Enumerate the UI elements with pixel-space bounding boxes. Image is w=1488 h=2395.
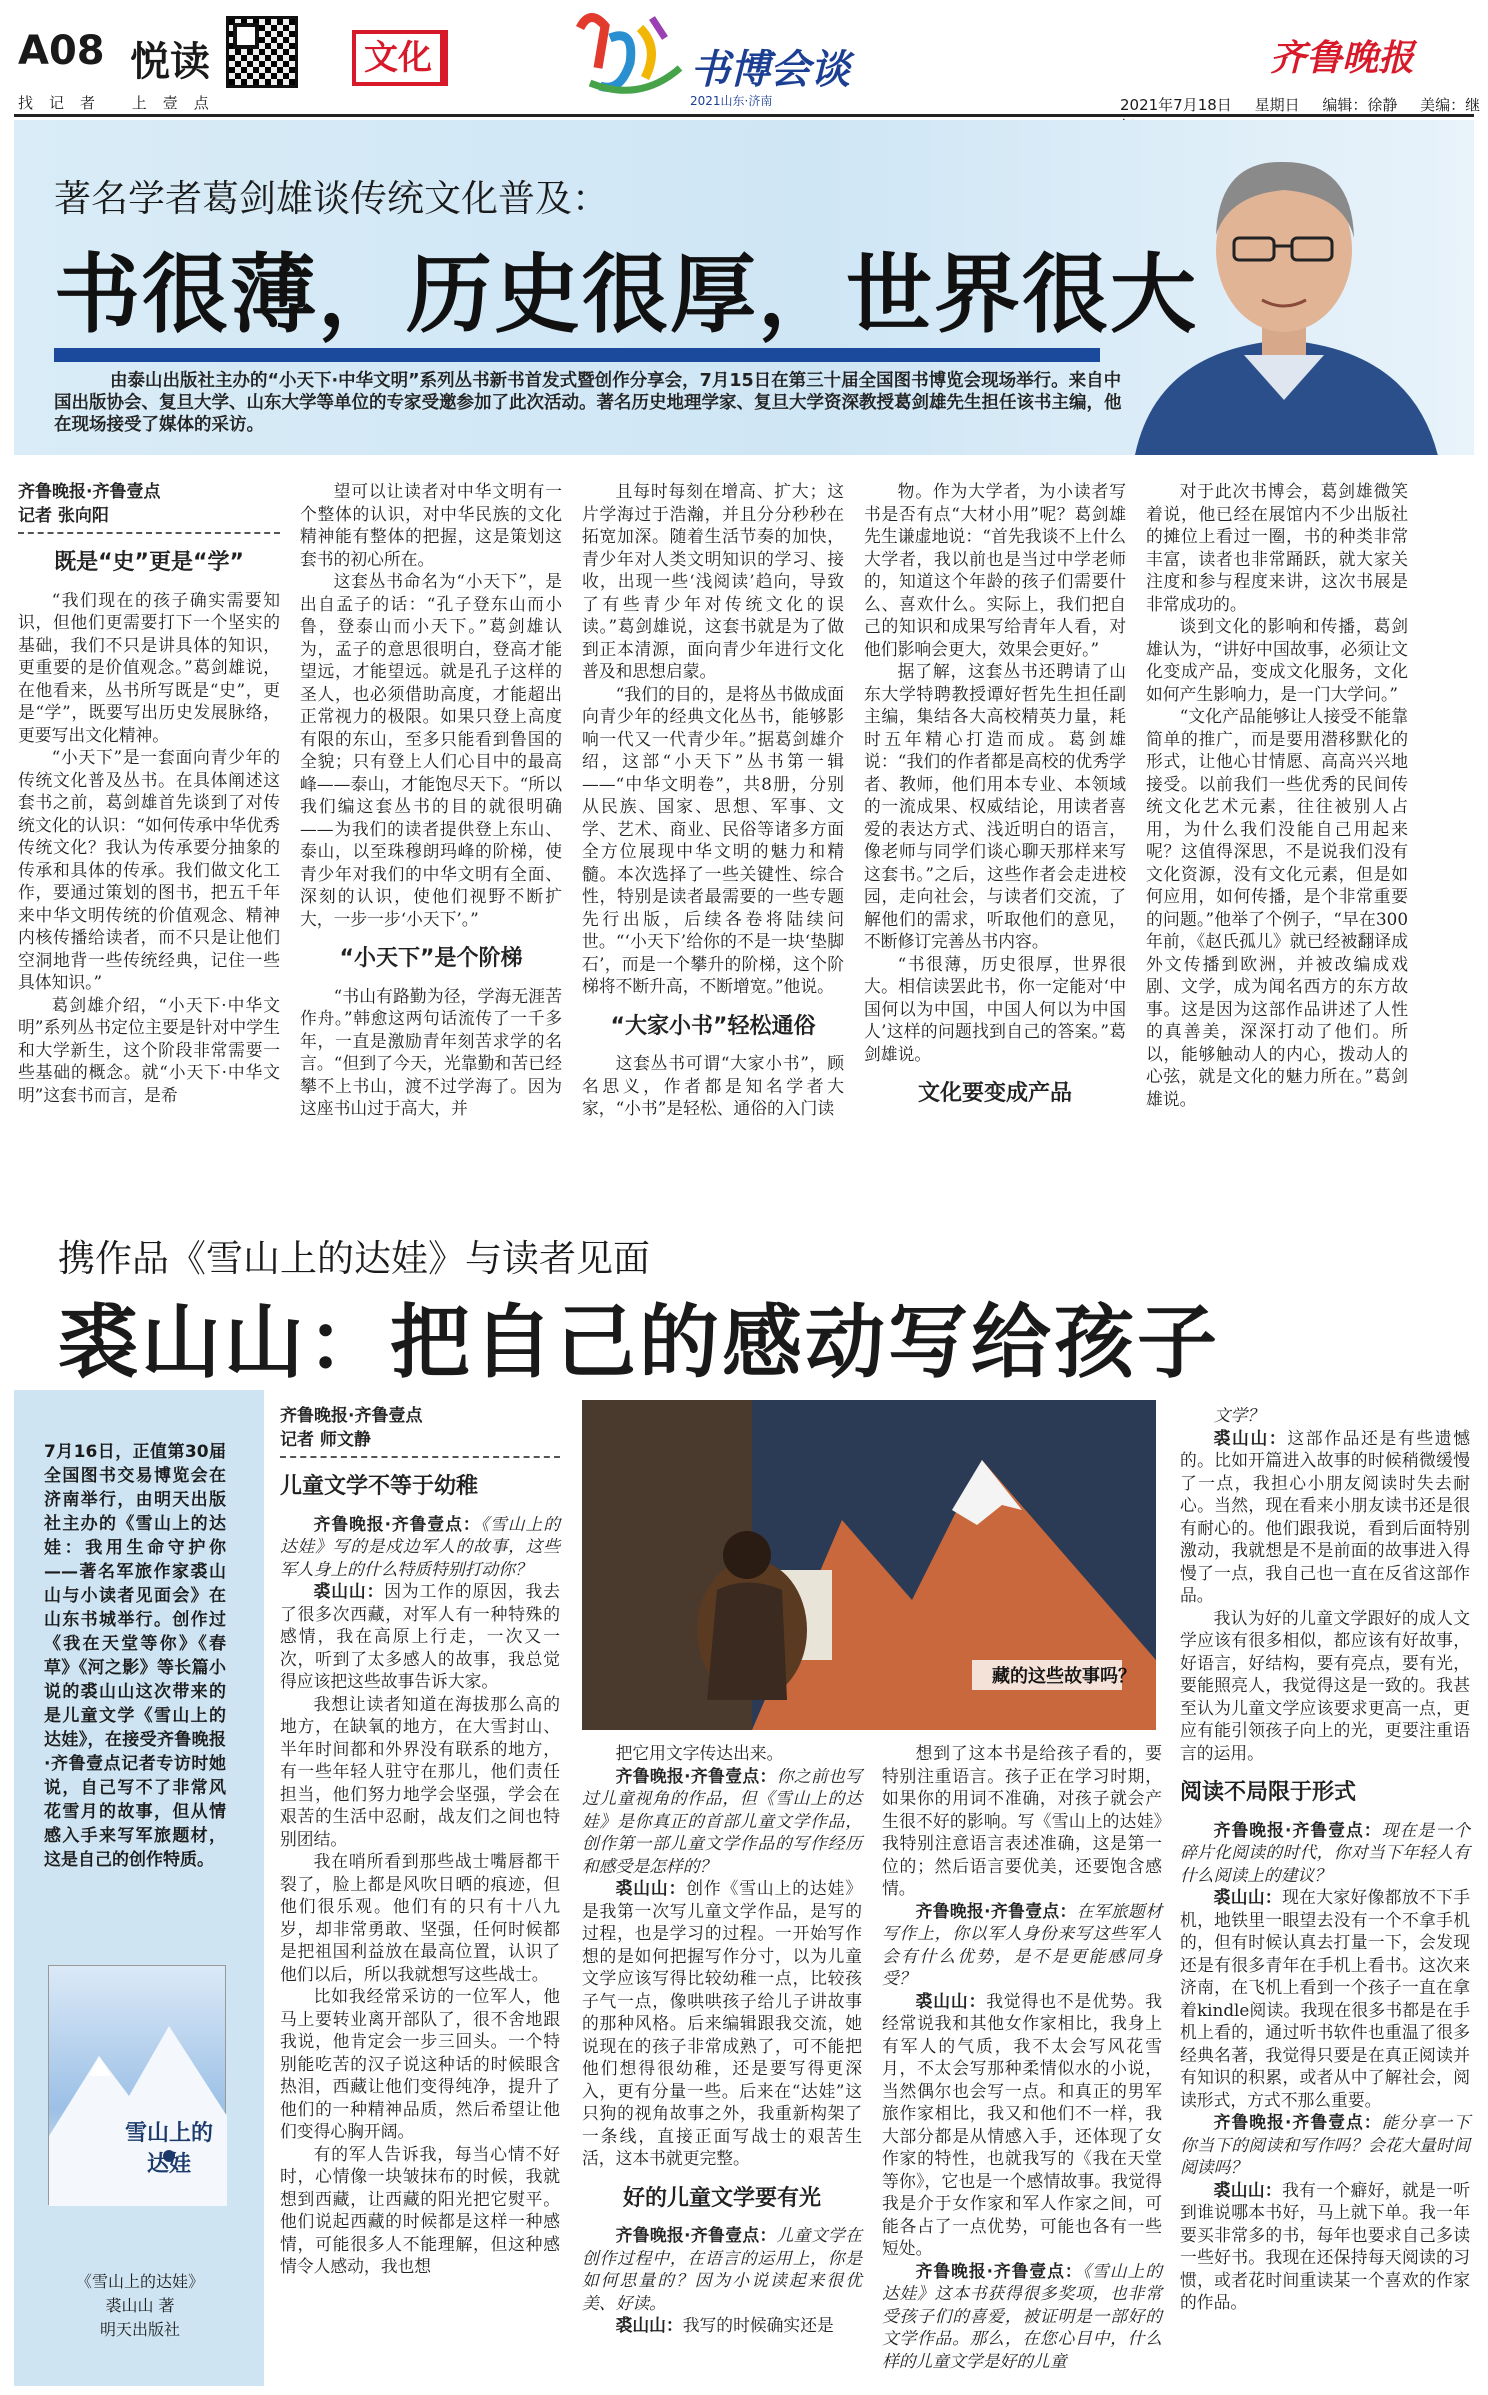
paragraph-lead: 裘山山： [1213,1887,1283,1907]
article2-column-2 [582,1742,862,2337]
paragraph [582,2224,862,2314]
paragraph-text: 儿童文学在创作过程中，在语言的运用上，你是如何思量的？因为小说读起来很优美、好读。 [582,2225,862,2313]
subhead: 好的儿童文学要有光 [622,2185,821,2211]
paragraph: “小天下”是一套面向青少年的传统文化普及丛书。在具体阐述这套书之前，葛剑雄首先谈到了对传统文化的认识：“如何传承中华优秀传统文化？我认为传承要分抽象的传承和具体的传承。我们做文化工作，要通过策划的图书，把五千年来中华文明传统的价值观念、精神内核传播给读者，而不只是让他们空洞地背一些传统经典，记住一些具体知识。” [18,747,280,992]
subhead: 既是“史”更是“学” [54,550,244,575]
book-expo-title: 书博会谈 [690,47,850,93]
article2-column-4 [1180,1404,1470,2314]
article2-column-3 [882,1742,1162,2372]
paragraph: 这套丛书命名为“小天下”，是出自孟子的话：“孔子登东山而小鲁，登泰山而小天下。”葛剑雄认为，孟子的意思很明白，登高才能望远，才能望远。就是孔子这样的圣人，也必须借助高度，才能超出正常视力的极限。如果只登上高度有限的东山，至多只能看到鲁国的全貌；只有登上人们心目中的最高峰——泰山，才能饱尽天下。“所以我们编这套丛书的目的就很明确——为我们的读者提供登上东山、泰山，以至珠穆朗玛峰的阶梯，使青少年对我们的中华文明有全面、深刻的认识，使他们视野不断扩大，一步一步‘小天下’。” [300,571,562,929]
paragraph-text: 我写的时候确实还是 [682,2315,834,2335]
masthead-rule [14,114,1474,117]
paragraph-lead: 裘山山： [313,1581,385,1601]
article1-column-5 [1146,480,1408,1110]
article1-column-2 [300,480,562,1120]
article2-column-1 [280,1404,560,2278]
qr-code-icon[interactable] [226,16,298,88]
article1-column-1 [18,480,280,1106]
paragraph: 想到了这本书是给孩子看的，要特别注重语言。孩子正在学习时期，如果你的用词不准确，对孩子就会产生很不好的影响。写《雪山上的达娃》我特别注意语言表述准确，这是第一位的；然后语言要优美，还要饱含感情。 [882,1743,1162,1898]
paragraph [280,1513,560,1581]
event-photo [582,1400,1156,1730]
paragraph [582,2314,862,2337]
byline-reporter: 记者 师文静 [280,1430,371,1450]
paragraph [582,1877,862,2170]
paragraph: 文学？ [1213,1405,1264,1425]
book-expo-subtitle: 2021山东·济南 [690,94,773,108]
paragraph [1180,1886,1470,2111]
culture-tag: 文化 [352,30,448,86]
paragraph [882,1990,1162,2260]
paragraph-lead: 齐鲁晚报·齐鲁壹点： [915,1900,1077,1921]
newspaper-logo: 齐鲁晚报 [1270,37,1415,79]
article1-column-4 [864,480,1126,1120]
paragraph-text: 因为工作的原因，我去了很多次西藏，对军人有一种特殊的感情，我在高原上行走，一次又一次，听到了太多感人的故事，我总觉得应该把这些故事告诉大家。 [280,1581,560,1691]
paragraph-lead: 齐鲁晚报·齐鲁壹点： [615,2225,777,2245]
paragraph [882,1900,1162,1990]
paragraph [1180,2179,1470,2314]
subhead: “大家小书”轻松通俗 [610,1013,816,1039]
book-cover-image [48,1965,226,2205]
paragraph-text: 能分享一下你当下的阅读和写作吗？会花大量时间阅读吗？ [1180,2112,1470,2177]
subhead: 儿童文学不等于幼稚 [280,1474,479,1499]
book-caption-publisher: 明天出版社 [99,2320,180,2339]
article1-headline: 书很薄，历史很厚，世界很大 [54,245,1198,345]
section-name: 悦读 [130,39,210,85]
paragraph: 物。作为大学者，为小读者写书是否有点“大材小用”呢？葛剑雄先生谦虚地说：“首先我谈不上什么大学者，我以前也是当过中学老师的，知道这个年龄的孩子们需要什么、喜欢什么。实际上，我们把自己的知识和成果写给青年人看，对他们影响会更大，效果会更好。” [864,481,1126,659]
paragraph: “我们的目的，是将丛书做成面向青少年的经典文化丛书，能够影响一代又一代青少年。”据葛剑雄介绍，这部“小天下”丛书第一辑——“中华文明卷”，共8册，分别从民族、国家、思想、军事、文学、艺术、商业、民俗等诸多方面全方位展现中华文明的魅力和精髓。本次选择了一些关键性、综合性，特别是读者最需要的一些专题先行出版，后续各卷将陆续问世。“‘小天下’给你的不是一块‘垫脚石’，而是一个攀升的阶梯，这个阶梯将不断升高，不断增宽。”他说。 [582,683,844,996]
article2-byline [280,1404,560,1458]
paragraph-lead: 齐鲁晚报·齐鲁壹点： [1213,2112,1382,2132]
tagline: 找记者 上壹点 [18,94,225,112]
paragraph [1180,2111,1470,2179]
paragraph-text: 你之前也写过儿童视角的作品，但《雪山上的达娃》是你真正的首部儿童文学作品，创作第一部儿童文学作品的写作经历和感受是怎样的？ [582,1765,862,1876]
paragraph-text: 这部作品还是有些遗憾的。比如开篇进入故事的时候稍微缓慢了一点，我担心小朋友阅读时失去耐心。当然，现在看来小朋友读书还是很有耐心的。他们跟我说，看到后面特别激动，我就想是不是前面的故事进入得慢了一点，我自己也一直在反省这部作品。 [1180,1427,1470,1605]
paragraph-lead: 裘山山： [1213,2179,1283,2200]
paragraph: “书山有路勤为径，学海无涯苦作舟。”韩愈这两句话流传了一千多年，一直是激励青年刻苦求学的名言。“但到了今天，光靠勤和苦已经攀不上书山，渡不过学海了。因为这座书山过于高大，并 [300,985,562,1118]
paragraph-text: 《雪山上的达娃》这本书获得很多奖项，也非常受孩子们的喜爱，被证明是一部好的文学作品。那么，在您心目中，什么样的儿童文学是好的儿童 [882,2260,1162,2371]
byline-org: 齐鲁晚报·齐鲁壹点 [280,1406,423,1426]
article1-column-3 [582,480,844,1120]
paragraph: 葛剑雄介绍，“小天下·中华文明”系列丛书定位主要是针对中学生和大学新生，这个阶段非常需要一些基础的概念。就“小天下·中华文明”这套书而言，是希 [18,994,280,1105]
book-caption-title: 《雪山上的达娃》 [75,2272,204,2291]
headline-underline-bar [54,348,1100,362]
subhead: 文化要变成产品 [917,1081,1072,1106]
paragraph-text: 《雪山上的达娃》写的是戍边军人的故事，这些军人身上的什么特质特别打动你？ [280,1513,560,1579]
paragraph: 且每时每刻在增高、扩大；这片学海过于浩瀚，并且分分秒秒在拓宽加深。随着生活节奏的加快，青少年对人类文明知识的学习、接收，出现一些‘浅阅读’趋向，导致了有些青少年对传统文化的误读。”葛剑雄说，这套书就是为了做到正本清源，面向青少年进行文化普及和思想启蒙。 [582,481,844,681]
paragraph [280,1580,560,1693]
book-caption [30,2270,250,2342]
paragraph [1180,1819,1470,1887]
paragraph-text: 在军旅题材写作上，你以军人身份来写这些军人会有什么优势，是不是更能感同身受？ [882,1900,1162,1988]
masthead [0,0,1488,120]
paragraph-text: 现在是一个碎片化阅读的时代，你对当下年轻人有什么阅读上的建议？ [1180,1819,1470,1885]
paragraph-lead: 齐鲁晚报·齐鲁壹点： [313,1513,481,1534]
paragraph: “我们现在的孩子确实需要知识，但他们更需要打下一个坚实的基础，我们不只是讲具体的知识，更重要的是价值观念。”葛剑雄说，在他看来，丛书所写既是“史”，更是“学”，既要写出历史发展脉络，更要写出文化精神。 [18,589,280,745]
paragraph [882,2260,1162,2373]
paragraph: 把它用文字传达出来。 [615,1743,784,1763]
article1-kicker: 著名学者葛剑雄谈传统文化普及： [54,177,609,220]
subhead: “小天下”是个阶梯 [339,946,523,971]
ge-jianxiong-portrait [1094,140,1474,455]
paragraph-lead: 齐鲁晚报·齐鲁壹点： [1213,1819,1382,1840]
article2-kicker: 携作品《雪山上的达娃》与读者见面 [58,1237,650,1280]
byline-org: 齐鲁晚报·齐鲁壹点 [18,482,161,502]
photo-caption: 藏的这些故事吗？ [992,1666,1136,1687]
date-line: 2021年7月18日 星期日 编辑：徐静 美编：继 [1120,96,1481,114]
paragraph: 望可以让读者对中华文明有一个整体的认识，对中华民族的文化精神能有整体的把握，这是策划这套书的初心所在。 [300,481,562,569]
paragraph [1180,1427,1470,1607]
book-cover-title: 雪山上的达娃 [124,2121,213,2177]
paragraph: 比如我经常采访的一位军人，他马上要转业离开部队了，很不舍地跟我说，他肯定会一步三回头。一个特别能吃苦的汉子说这种话的时候眼含热泪，西藏让他们变得纯净，提升了他们的一种精神品质，然后希望让他们变得心胸开阔。 [280,1986,560,2141]
subhead: 阅读不局限于形式 [1180,1780,1357,1805]
paragraph-lead: 裘山山： [615,1878,687,1898]
paragraph: 我在哨所看到那些战士嘴唇都干裂了，脸上都是风吹日晒的痕迹，但他们很乐观。他们有的只有十八九岁，却非常勇敢、坚强，任何时候都是把祖国利益放在最高位置，认识了他们以后，所以我就想写这些战士。 [280,1851,560,1984]
paragraph-text: 我觉得也不是优势。我经常说我和其他女作家相比，我身上有军人的气质，我不太会写风花雪月，不太会写那种柔情似水的小说，当然偶尔也会写一点。和真正的男军旅作家相比，我又和他们不一样，我大部分都是从情感入手，还体现了女作家的特性，也就我写的《我在天堂等你》，它也是一个感情故事。我觉得我是介于女作家和军人作家之间，可能各占了一点优势，可能也各有一些短处。 [882,1990,1162,2258]
paragraph: 谈到文化的影响和传播，葛剑雄认为，“讲好中国故事，必须让文化变成产品，变成文化服务，文化如何产生影响力，是一门大学问。” [1146,616,1408,704]
paragraph: 有的军人告诉我，每当心情不好时，心情像一块皱抹布的时候，我就想到西藏，让西藏的阳光把它熨平。他们说起西藏的时候都是这样一种感情，可能很多人不能理解，但这种感情令人感动，我也想 [280,2143,560,2276]
paragraph-lead: 裘山山： [915,1990,987,2011]
paragraph-lead: 裘山山： [1213,1427,1288,1448]
paragraph-lead: 齐鲁晚报·齐鲁壹点： [615,1765,777,1786]
paragraph-text: 创作《雪山上的达娃》是我第一次写儿童文学作品，是写的过程，也是学习的过程。一开始写作想的是如何把握写作分寸，以为儿童文学应该写得比较幼稚一点，比较孩子气一点，像哄哄孩子给儿子讲故事的那种风格。后来编辑跟我交流，她说现在的孩子非常成熟了，可不能把他们想得很幼稚，还是要写得更深入，更有分量一些。后来在“达娃”这只狗的视角故事之外，我重新构架了一条线，直接正面写战士的艰苦生活，这本书就更完整。 [582,1878,862,2168]
article1-byline [18,480,280,534]
page-number: A08 [18,28,105,74]
article2-headline: 裘山山：把自己的感动写给孩子 [58,1296,1220,1389]
book-caption-author: 裘山山 著 [105,2296,175,2315]
paragraph-text: 我有一个癖好，就是一听到谁说哪本书好，马上就下单。我一年要买非常多的书，每年也要求自己多读一些好书。我现在还保持每天阅读的习惯，或者花时间重读某一个喜欢的作家的作品。 [1180,2179,1470,2312]
paragraph: 据了解，这套丛书还聘请了山东大学特聘教授谭好哲先生担任副主编，集结各大高校精英力量，耗时五年精心打造而成。葛剑雄说：“我们的作者都是高校的优秀学者、教师，他们用本专业、本领域的一流成果、权威结论，用读者喜爱的表达方式、浅近明白的语言，像老师与同学们谈心聊天那样来写这套书。”之后，这些作者会走进校园，走向社会，与读者们交流，了解他们的需求，听取他们的意见，不断修订完善丛书内容。 [864,661,1126,951]
article1-intro: 由泰山出版社主办的“小天下·中华文明”系列丛书新书首发式暨创作分享会，7月15日在第三十届全国图书博览会现场举行。来自中国出版协会、复旦大学、山东大学等单位的专家受邀参加了此次活动。著名历史地理学家、复旦大学资深教授葛剑雄先生担任该书主编，他在现场接受了媒体的采访。 [54,371,1122,435]
paragraph: 我认为好的儿童文学跟好的成人文学应该有很多相似，都应该有好故事，好语言，好结构，要有亮点，要有光，要能照亮人，我觉得这是一致的。我甚至认为儿童文学应该要求更高一点，更应有能引领孩子向上的光，更要注重语言的运用。 [1180,1607,1470,1763]
paragraph: 对于此次书博会，葛剑雄微笑着说，他已经在展馆内不少出版社的摊位上看过一圈，书的种类非常丰富，读者也非常踊跃，就大家关注度和参与程度来讲，这次书展是非常成功的。 [1146,481,1408,614]
paragraph: “书很薄，历史很厚，世界很大。相信读罢此书，你一定能对‘中国何以为中国，中国人何以为中国人’这样的问题找到自己的答案。”葛剑雄说。 [864,953,1126,1064]
paragraph-lead: 裘山山： [615,2315,683,2335]
paragraph-lead: 齐鲁晚报·齐鲁壹点： [915,2260,1083,2281]
byline-reporter: 记者 张向阳 [18,506,109,526]
paragraph [582,1765,862,1878]
article2-side-intro: 7月16日，正值第30届全国图书交易博览会在济南举行，由明天出版社主办的《雪山上的达娃：我用生命守护你——著名军旅作家裘山山与小读者见面会》在山东书城举行。创作过《我在天堂等你》《春草》《河之影》等长篇小说的裘山山这次带来的是儿童文学《雪山上的达娃》，在接受齐鲁晚报·齐鲁壹点记者专访时她说，自己写不了非常风花雪月的故事，但从情感入手来写军旅题材，这是自己的创作特质。 [44,1442,226,1870]
paragraph: 这套丛书可谓“大家小书”，顾名思义，作者都是知名学者大家，“小书”是轻松、通俗的入门读 [582,1053,844,1118]
article1-banner [14,120,1474,455]
paragraph-text: 现在大家好像都放不下手机，地铁里一眼望去没有一个不拿手机的，但有时候认真去打量一下，会发现还是有很多青年在手机上看书。这次来济南，在飞机上看到一个孩子一直在拿着kindle阅读。我现在很多书都是在手机上看的，通过听书软件也重温了很多经典名著，我觉得只要是在真正阅读并有知识的积累，或者从中了解社会，阅读形式，方式不那么重要。 [1180,1887,1470,2110]
paragraph: 我想让读者知道在海拔那么高的地方，在缺氧的地方，在大雪封山、半年时间都和外界没有联系的地方，有一些年轻人驻守在那儿，他们责任担当，他们努力地学会坚强，学会在艰苦的生活中忍耐，战友们之间也特别团结。 [280,1693,560,1849]
paragraph: “文化产品能够让人接受不能靠简单的推广，而是要用潜移默化的形式，让他心甘情愿、高高兴兴地接受。以前我们一些优秀的民间传统文化艺术元素，往往被别人占用，为什么我们没能自己用起来呢？这值得深思，不是说我们没有文化资源，没有文化元素，但是如何应用，如何传播，是个非常重要的问题。”他举了个例子，“早在300年前，《赵氏孤儿》就已经被翻译成外文传播到欧洲，并被改编成戏剧、文学，成为闻名西方的东方故事。这是因为这部作品讲述了人性的真善美，深深打动了他们。所以，能够触动人的内心，拨动人的心弦，就是文化的魅力所在。”葛剑雄说。 [1146,706,1408,1109]
